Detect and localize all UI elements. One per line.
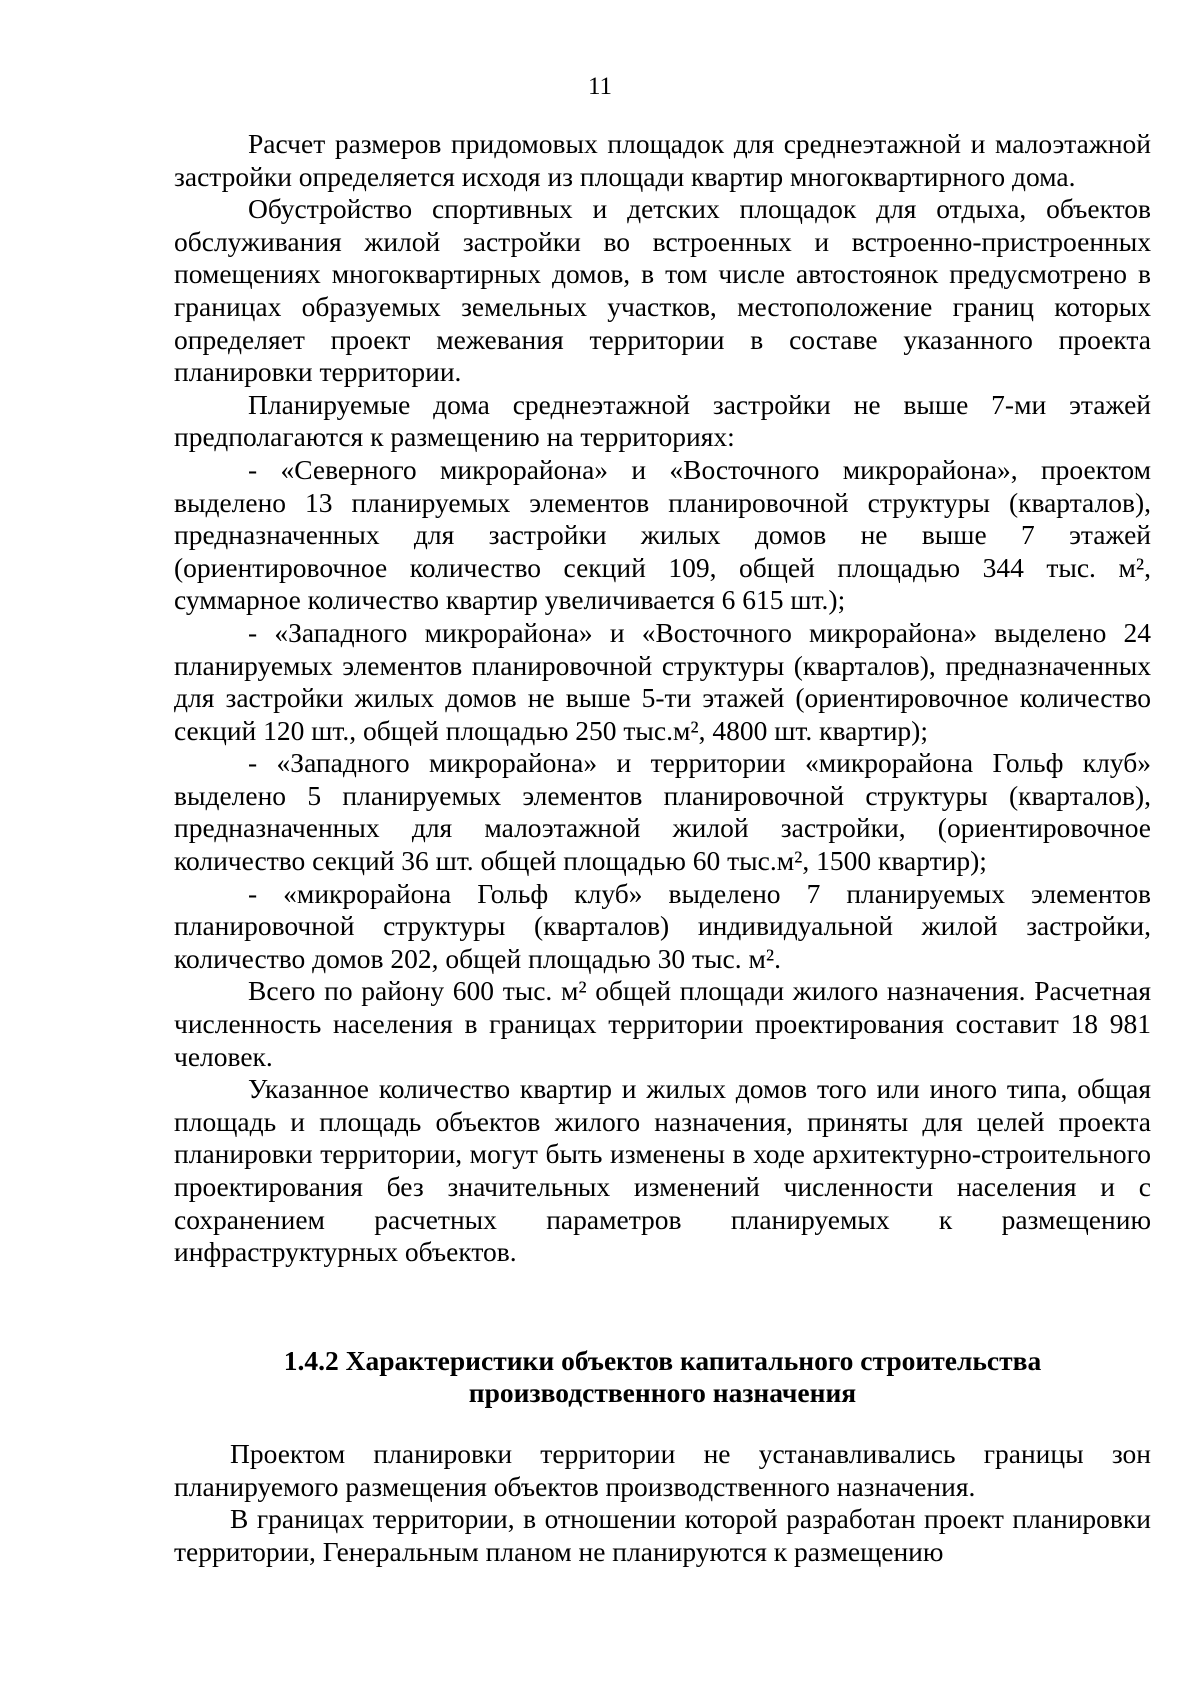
paragraph: Указанное количество квартир и жилых домов того или иного типа, общая площадь и площадь объектов жилого назначения, приняты для целей проекта планировки территории, могут быть изменены в ходе архитектурно-строительного проектирования без значительных изменений численности населения и с сохранением расчетных параметров планируемых к размещению инфраструктурных объектов. <box>174 1073 1151 1268</box>
paragraph: Расчет размеров придомовых площадок для среднеэтажной и малоэтажной застройки определяется исходя из площади квартир многоквартирного дома. <box>174 128 1151 192</box>
list-item: - «Западного микрорайона» и «Восточного микрорайона» выделено 24 планируемых элементов планировочной структуры (кварталов), предназначенных для застройки жилых домов не выше 5-ти этажей (ориентировочное количество секций 120 шт., общей площадью 250 тыс.м², 4800 шт. квартир); <box>174 616 1151 746</box>
list-item: - «микрорайона Гольф клуб» выделено 7 планируемых элементов планировочной структуры (кварталов) индивидуальной жилой застройки, количество домов 202, общей площадью 30 тыс. м². <box>174 877 1151 974</box>
list-item: - «Западного микрорайона» и территории «микрорайона Гольф клуб» выделено 5 планируемых элементов планировочной структуры (кварталов), предназначенных для малоэтажной жилой застройки, (ориентировочное количество секций 36 шт. общей площадью 60 тыс.м², 1500 квартир); <box>174 747 1151 877</box>
section-heading-line-2: производственного назначения <box>468 1377 857 1408</box>
section-heading-line-1: 1.4.2 Характеристики объектов капитального строительства <box>283 1345 1042 1376</box>
paragraph: Проектом планировки территории не устанавливались границы зон планируемого размещения объектов производственного назначения. <box>174 1438 1151 1502</box>
section-heading <box>174 1345 1151 1409</box>
document-body <box>174 128 1151 1269</box>
section-body <box>174 1438 1151 1568</box>
paragraph: Всего по району 600 тыс. м² общей площади жилого назначения. Расчетная численность населения в границах территории проектирования составит 18 981 человек. <box>174 975 1151 1072</box>
paragraph: Обустройство спортивных и детских площадок для отдыха, объектов обслуживания жилой застройки во встроенных и встроенно-пристроенных помещениях многоквартирных домов, в том числе автостоянок предусмотрено в границах образуемых земельных участков, местоположение границ которых определяет проект межевания территории в составе указанного проекта планировки территории. <box>174 193 1151 388</box>
paragraph: В границах территории, в отношении которой разработан проект планировки территории, Генеральным планом не планируются к размещению <box>174 1503 1151 1567</box>
paragraph: Планируемые дома среднеэтажной застройки не выше 7-ми этажей предполагаются к размещению на территориях: <box>174 388 1151 453</box>
list-item: - «Северного микрорайона» и «Восточного микрорайона», проектом выделено 13 планируемых элементов планировочной структуры (кварталов), предназначенных для застройки жилых домов не выше 7 этажей (ориентировочное количество секций 109, общей площадью 344 тыс. м², суммарное количество квартир увеличивается 6 615 шт.); <box>174 453 1151 616</box>
page-number: 11 <box>587 73 613 100</box>
